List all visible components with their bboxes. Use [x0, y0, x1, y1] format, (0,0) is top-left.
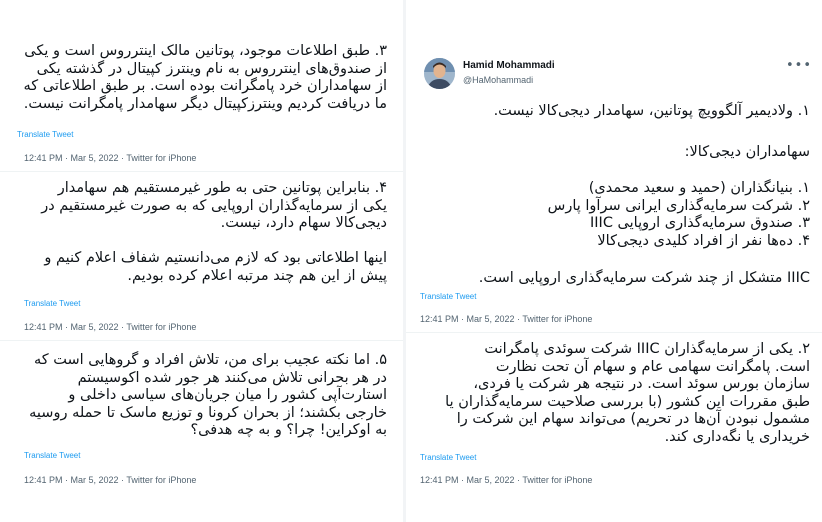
tweet-timestamp[interactable]: 12:41 PM · Mar 5, 2022 · Twitter for iPhone [24, 153, 197, 163]
tweet-timestamp[interactable]: 12:41 PM · Mar 5, 2022 · Twitter for iPhone [24, 475, 197, 485]
tweet-timestamp[interactable]: 12:41 PM · Mar 5, 2022 · Twitter for iPhone [24, 322, 197, 332]
user-name[interactable]: Hamid Mohammadi [463, 60, 555, 71]
list-item: ۱. بنیانگذاران (حمید و سعید محمدی) [588, 180, 810, 196]
list-item: ۲. شرکت سرمایه‌گذاری ایرانی سرآوا پارس [547, 197, 810, 214]
tweet-timestamp[interactable]: 12:41 PM · Mar 5, 2022 · Twitter for iPhone [420, 314, 593, 324]
translate-tweet-link[interactable]: Translate Tweet [420, 453, 477, 462]
divider [406, 332, 822, 333]
divider [0, 171, 403, 172]
shareholders-heading: سهامداران دیجی‌کالا: [684, 144, 810, 160]
tweet-3-text: ۳. طبق اطلاعات موجود، پوتانین مالک اینترروس است و یکی از صندوق‌های اینترروس به نام وینترز کپیتال در گذشته یکی از سهامداران خرد پامگرانت بوده است. بر طبق اطلاعاتی که ما دریافت کردیم وینترزکپیتال دیگر سهامدار پامگرانت نیست. [23, 43, 387, 112]
tweet-1-footer: IIIC متشکل از چند شرکت سرمایه‌گذاری اروپایی است. [478, 270, 810, 286]
left-tweet-thread [0, 0, 403, 522]
translate-tweet-link[interactable]: Translate Tweet [420, 292, 477, 301]
right-tweet-thread [406, 0, 822, 522]
avatar-image [424, 58, 455, 89]
tweet-1-intro: ۱. ولادیمیر آلگوویچ پوتانین، سهامدار دیجی‌کالا نیست. [493, 103, 810, 119]
tweet-timestamp[interactable]: 12:41 PM · Mar 5, 2022 · Twitter for iPhone [420, 475, 593, 485]
translate-tweet-link[interactable]: Translate Tweet [24, 451, 81, 460]
shareholders-list [420, 180, 810, 250]
user-handle[interactable]: @HaMohammadi [463, 75, 534, 85]
translate-tweet-link[interactable]: Translate Tweet [24, 299, 81, 308]
tweet-5-text: ۵. اما نکته عجیب برای من، تلاش افراد و گروهایی است که در هر بحرانی تلاش می‌کنند هر جور شده اکوسیستم استارت‌آپی کشور را میان جریان‌های سیاسی داخلی و خارجی بکشند؛ از بحران کرونا و توزیع ماسک تا حمله روسیه به اوکراین! چرا؟ و به چه هدفی؟ [29, 352, 387, 438]
list-item: ۳. صندوق سرمایه‌گذاری اروپایی IIIC [589, 215, 810, 231]
avatar[interactable] [424, 58, 455, 89]
tweet-4-text: ۴. بنابراین پوتانین حتی به طور غیرمستقیم هم سهامدار یکی از سرمایه‌گذاران اروپایی که به صورت غیرمستقیم در دیجی‌کالا سهام دارد، نیست. اینها اطلاعاتی بود که لازم می‌دانستیم شفاف اعلام کنیم و پیش از این هم چند مرتبه اعلام کرده بودیم. [41, 180, 387, 284]
divider [0, 340, 403, 341]
tweet-2-text: ۲. یکی از سرمایه‌گذاران IIIC شرکت سوئدی پامگرانت است. پامگرانت سهامی عام و سهام آن تحت نظارت سازمان بورس سوئد است. در نتیجه هر شرکت یا فردی، طبق مقررات این کشور (با بررسی صلاحیت سرمایه‌گذاران یا مشمول نبودن آن‌ها در تحریم) می‌تواند سهام این شرکت را خریداری یا نگه‌داری کند. [445, 341, 810, 445]
list-item: ۴. ده‌ها نفر از افراد کلیدی دیجی‌کالا [597, 232, 810, 249]
translate-tweet-link[interactable]: Translate Tweet [17, 130, 74, 139]
more-dots-icon[interactable]: ••• [786, 58, 813, 73]
